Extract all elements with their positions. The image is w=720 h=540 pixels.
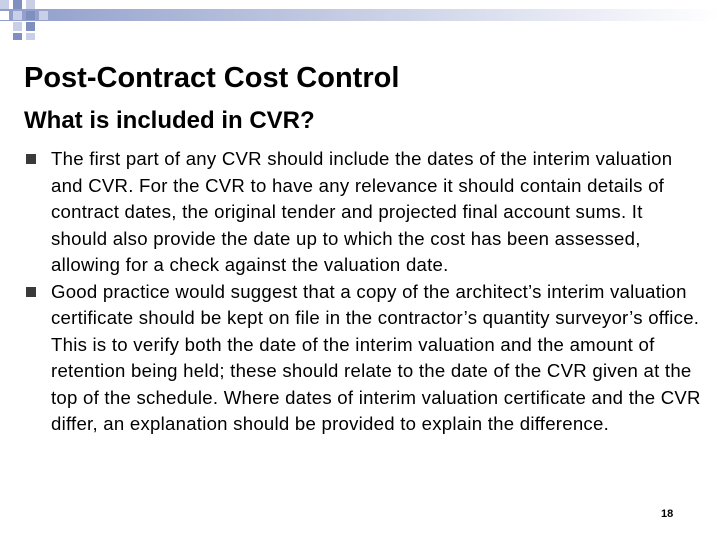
deco-square bbox=[13, 11, 22, 20]
deco-square bbox=[39, 11, 48, 20]
bullet-list bbox=[24, 146, 704, 438]
bullet-item bbox=[24, 279, 704, 438]
deco-square bbox=[13, 0, 22, 9]
bullet-item bbox=[24, 146, 704, 279]
slide-title: Post-Contract Cost Control bbox=[24, 62, 400, 94]
deco-square bbox=[26, 22, 35, 31]
square-bullet-icon bbox=[26, 287, 36, 297]
deco-square bbox=[26, 11, 35, 20]
deco-square bbox=[13, 33, 22, 40]
bullet-text: The first part of any CVR should include the dates of the interim valuation and CVR. For the CVR to have any relevance it should contain details of contract dates, the original tender and projected final account sums. It should also provide the date up to which the cost has been assessed, allowing for a check against the valuation date. bbox=[51, 148, 673, 275]
deco-square bbox=[26, 33, 35, 40]
deco-square bbox=[0, 0, 9, 9]
square-bullet-icon bbox=[26, 154, 36, 164]
header-decoration bbox=[0, 0, 720, 40]
slide-subtitle: What is included in CVR? bbox=[24, 107, 315, 134]
deco-square bbox=[0, 11, 9, 20]
top-gradient-band bbox=[0, 9, 720, 21]
bullet-text: Good practice would suggest that a copy of the architect’s interim valuation certificate should be kept on file in the contractor’s quantity surveyor’s office. This is to verify both the date of the interim valuation and the amount of retention being held; these should relate to the date of the CVR given at the top of the schedule. Where dates of interim valuation certificate and the CVR differ, an explanation should be provided to explain the difference. bbox=[51, 280, 701, 434]
page-number: 18 bbox=[661, 508, 674, 520]
deco-square bbox=[26, 0, 35, 9]
deco-square bbox=[13, 22, 22, 31]
